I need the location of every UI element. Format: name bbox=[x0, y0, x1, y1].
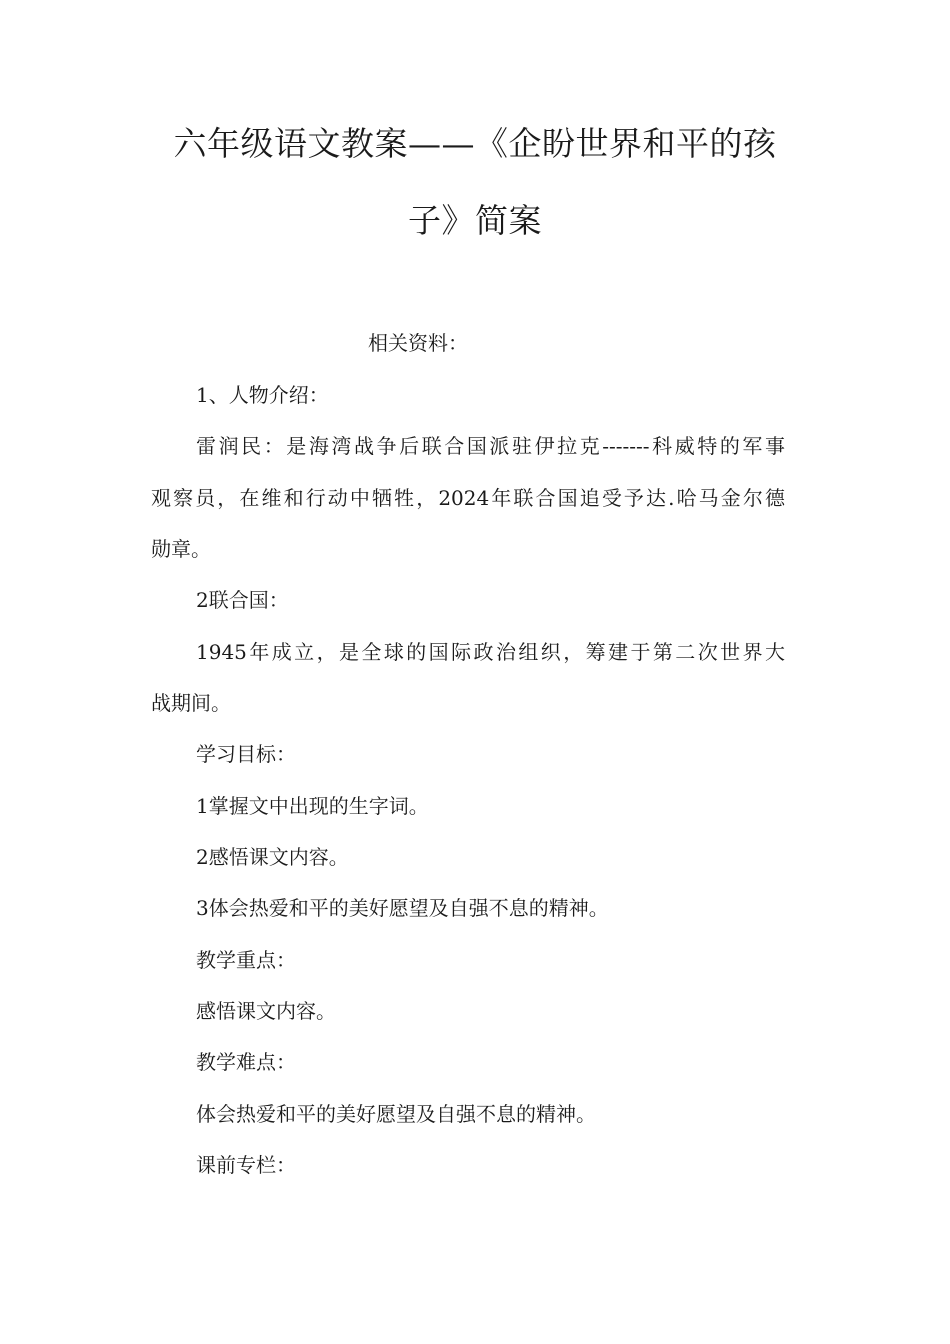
section-heading-difficulties: 教学难点： bbox=[196, 1050, 296, 1074]
subheading-person-intro: 1、人物介绍： bbox=[196, 383, 329, 407]
paragraph-line: 观察员，在维和行动中牺牲，2024年联合国追受予达.哈马金尔德 bbox=[151, 486, 785, 510]
list-item: 3体会热爱和平的美好愿望及自强不息的精神。 bbox=[196, 896, 609, 920]
subheading-united-nations: 2联合国： bbox=[196, 588, 289, 612]
paragraph-line: 感悟课文内容。 bbox=[196, 999, 336, 1023]
section-heading-pre-class: 课前专栏： bbox=[196, 1153, 296, 1177]
document-title-line-1: 六年级语文教案——《企盼世界和平的孩 bbox=[173, 124, 777, 163]
paragraph-line: 雷润民：是海湾战争后联合国派驻伊拉克-------科威特的军事 bbox=[196, 434, 785, 458]
section-heading-key-points: 教学重点： bbox=[196, 948, 296, 972]
section-heading-learning-goals: 学习目标： bbox=[196, 742, 296, 766]
list-item: 1掌握文中出现的生字词。 bbox=[196, 794, 429, 818]
paragraph-line: 战期间。 bbox=[151, 691, 231, 715]
paragraph-line: 勋章。 bbox=[151, 537, 211, 561]
section-heading-related-materials: 相关资料： bbox=[368, 331, 468, 355]
document-title-line-2: 子》简案 bbox=[408, 201, 542, 240]
paragraph-line: 体会热爱和平的美好愿望及自强不息的精神。 bbox=[196, 1102, 596, 1126]
list-item: 2感悟课文内容。 bbox=[196, 845, 349, 869]
paragraph-line: 1945年成立，是全球的国际政治组织，筹建于第二次世界大 bbox=[196, 640, 785, 664]
